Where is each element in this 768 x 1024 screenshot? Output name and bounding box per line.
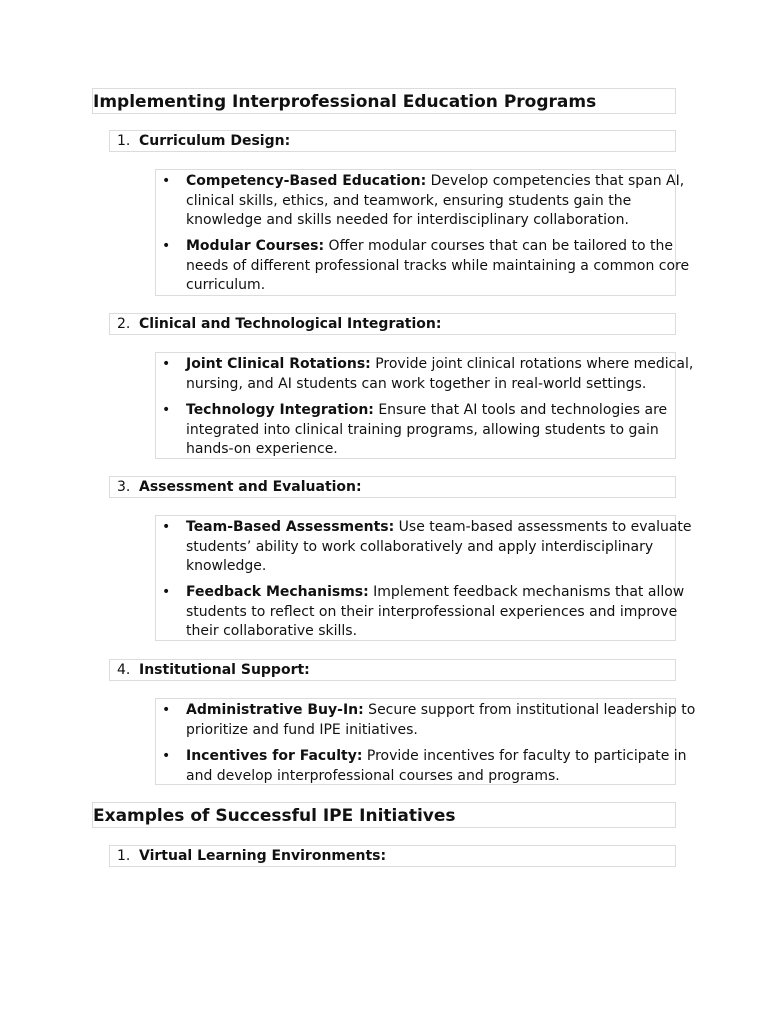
item-title: Institutional Support: <box>139 662 310 678</box>
bullet-icon: • <box>162 173 171 189</box>
list-item-text: Modular Courses: Offer modular courses that can be tailored to the needs of different professional tracks while maintaining a common core curriculum. <box>186 238 690 294</box>
list-item-text: Technology Integration: Ensure that AI tools and technologies are integrated into clinical training programs, allowing students to gain hands-on experience. <box>186 402 668 458</box>
section-heading-text: Examples of Successful IPE Initiatives <box>93 806 456 826</box>
item-number: 1. <box>117 133 131 149</box>
bullet-icon: • <box>162 702 171 718</box>
bullet-icon: • <box>162 748 171 764</box>
bullet-list <box>155 352 694 459</box>
list-item-text: Competency-Based Education: Develop competencies that span AI, clinical skills, ethics, and teamwork, ensuring students gain the knowledge and skills needed for interdisciplinary collaboration. <box>186 173 685 229</box>
item-title: Curriculum Design: <box>139 133 291 149</box>
section-heading <box>92 88 676 114</box>
bullet-label: Modular Courses: <box>186 238 325 254</box>
bullet-icon: • <box>162 519 171 535</box>
item-title: Clinical and Technological Integration: <box>139 316 442 332</box>
numbered-item-clinical-integration <box>109 313 676 335</box>
bullet-list <box>155 698 696 785</box>
numbered-item-virtual-learning <box>109 845 676 867</box>
list-item-text: Administrative Buy-In: Secure support from institutional leadership to prioritize and fund IPE initiatives. <box>186 702 696 738</box>
item-number: 3. <box>117 479 131 495</box>
bullet-icon: • <box>162 238 171 254</box>
bullet-label: Technology Integration: <box>186 402 374 418</box>
numbered-item-curriculum-design <box>109 130 676 152</box>
bullet-label: Joint Clinical Rotations: <box>186 356 371 372</box>
bullet-icon: • <box>162 402 171 418</box>
list-item-text: Team-Based Assessments: Use team-based assessments to evaluate students’ ability to work collaboratively and apply interdisciplinary knowledge. <box>186 519 692 575</box>
bullet-icon: • <box>162 584 171 600</box>
bullet-label: Administrative Buy-In: <box>186 702 364 718</box>
bullet-list <box>155 515 692 641</box>
numbered-item-assessment <box>109 476 676 498</box>
list-item-text: Feedback Mechanisms: Implement feedback mechanisms that allow students to reflect on their interprofessional experiences and improve their collaborative skills. <box>186 584 685 640</box>
item-number: 1. <box>117 848 131 864</box>
bullet-label: Team-Based Assessments: <box>186 519 395 535</box>
item-title: Virtual Learning Environments: <box>139 848 387 864</box>
item-number: 4. <box>117 662 131 678</box>
bullet-list <box>155 169 690 296</box>
item-title: Assessment and Evaluation: <box>139 479 362 495</box>
bullet-label: Incentives for Faculty: <box>186 748 363 764</box>
bullet-icon: • <box>162 356 171 372</box>
section-heading-text: Implementing Interprofessional Education Programs <box>93 92 597 112</box>
section-heading <box>92 802 676 828</box>
list-item-text: Incentives for Faculty: Provide incentives for faculty to participate in and develop interprofessional courses and programs. <box>186 748 687 784</box>
list-item-text: Joint Clinical Rotations: Provide joint clinical rotations where medical, nursing, and AI students can work together in real-world settings. <box>186 356 694 392</box>
item-number: 2. <box>117 316 131 332</box>
bullet-label: Competency-Based Education: <box>186 173 427 189</box>
numbered-item-institutional-support <box>109 659 676 681</box>
bullet-label: Feedback Mechanisms: <box>186 584 369 600</box>
